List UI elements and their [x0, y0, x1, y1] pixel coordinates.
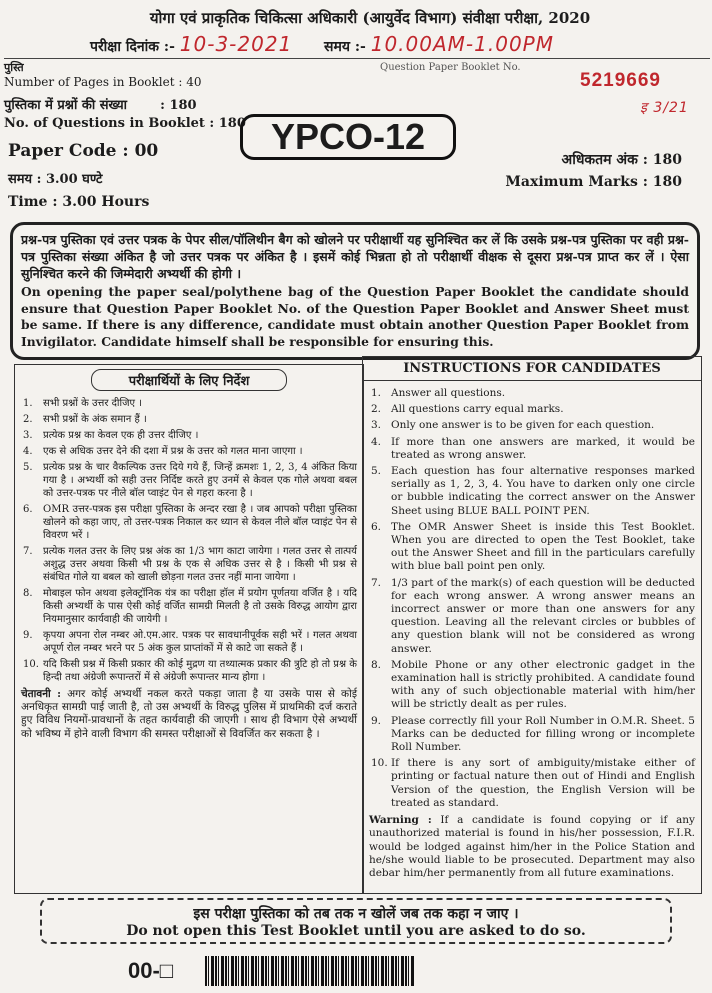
instruction-item	[369, 659, 695, 712]
max-marks-hindi: अधिकतम अंक : 180	[561, 152, 682, 168]
instruction-text: If there is any sort of ambiguity/mistake either of printing or factual nature then out of Hindi and English Version of the question, the English Version will be treated as standard.	[391, 757, 695, 809]
paper-code: Paper Code : 00	[8, 141, 159, 161]
hindi-warning	[21, 688, 357, 741]
paper-code-footer: 00-□	[128, 958, 174, 983]
date-label: परीक्षा दिनांक :-	[90, 39, 175, 55]
english-warning-text: If a candidate is found copying or if any unauthorized material is found in his/her possession, F.I.R. would be lodged against him/her in the Police Station and he/she would liable to be prosecuted. Department may also debar him/her permanently from all future examinations.	[369, 814, 695, 879]
english-warning	[369, 814, 695, 880]
instruction-number: 3.	[23, 430, 33, 441]
booklet-verification-notice	[10, 222, 700, 360]
time-value: 10.00AM-1.00PM	[370, 32, 554, 56]
instruction-text: सभी प्रश्नों के उत्तर दीजिए ।	[43, 398, 143, 409]
instruction-text: 1/3 part of the mark(s) of each question will be deducted for each wrong answer. A wrong answer means an incorrect answer or more than one answers for any question. Leaving all the relevant circles or bubbles of any question blank will not be considered as wrong answer.	[391, 576, 695, 655]
pages-cut-label: पुस्ति	[4, 61, 24, 74]
instruction-number: 6.	[371, 520, 382, 533]
instruction-text: प्रत्येक गलत उत्तर के लिए प्रश्न अंक का 1/3 भाग काटा जायेगा । गलत उत्तर से तात्पर्य अशुद्ध उत्तर अथवा किसी भी प्रश्न के एक से अधिक उत्तर से है । किसी भी प्रश्न से संबंधित गोले या बबल को खाली छोड़ना गलत उत्तर नहीं माना जायेगा ।	[43, 546, 357, 583]
hindi-warning-label: चेतावनी :	[21, 688, 62, 700]
instruction-item	[21, 658, 357, 684]
instruction-number: 6.	[23, 504, 33, 515]
instruction-item	[369, 436, 695, 462]
hindi-instructions-title: परीक्षार्थियों के लिए निर्देश	[91, 369, 287, 391]
instruction-number: 2.	[23, 414, 33, 425]
notice-hindi: प्रश्न-पत्र पुस्तिका एवं उत्तर पत्रक के पेपर सील/पॉलिथीन बैग को खोलने पर परीक्षार्थी यह सुनिश्चित कर लें कि उसके प्रश्न-पत्र पुस्तिका पर वही प्रश्न-पत्र पुस्तिका संख्या अंकित है जो उत्तर पत्रक पर अंकित है । इसमें कोई भिन्नता हो तो परीक्षार्थी वीक्षक से दूसरा प्रश्न-पत्र प्राप्त कर लें । ऐसा सुनिश्चित करने की जिम्मेदारी अभ्यर्थी की होगी ।	[21, 232, 689, 281]
instruction-item	[369, 419, 695, 432]
booklet-no-label: Question Paper Booklet No.	[380, 62, 521, 73]
instruction-number: 5.	[371, 465, 382, 478]
instruction-number: 9.	[23, 630, 33, 641]
instruction-item	[369, 577, 695, 656]
booklet-serial-number: 5219669	[580, 70, 661, 91]
instruction-text: मोबाइल फोन अथवा इलेक्ट्रॉनिक यंत्र का परीक्षा हॉल में प्रयोग पूर्णतया वर्जित है । यदि किसी अभ्यर्थी के पास ऐसी कोई वर्जित सामग्री मिलती है तो उसके विरुद्ध आयोग द्वारा नियमानुसार कार्यवाही की जायेगी ।	[43, 588, 357, 625]
questions-count-english: No. of Questions in Booklet : 180	[4, 116, 246, 131]
instruction-text: The OMR Answer Sheet is inside this Test Booklet. When you are directed to open the Test Booklet, take out the Answer Sheet and fill in the particulars carefully with blue ball point pen only.	[391, 520, 695, 573]
instruction-text: OMR उत्तर-पत्रक इस परीक्षा पुस्तिका के अन्दर रखा है । जब आपको परीक्षा पुस्तिका खोलने को कहा जाए, तो उत्तर-पत्रक निकाल कर ध्यान से केवल नीले बॉल प्वाइंट पेन से विवरण भरें ।	[43, 504, 357, 541]
instruction-number: 7.	[23, 546, 33, 557]
instruction-number: 2.	[371, 403, 382, 416]
instruction-number: 1.	[23, 398, 33, 409]
instruction-number: 10.	[371, 757, 388, 770]
footer-hindi: इस परीक्षा पुस्तिका को तब तक न खोलें जब तक कहा न जाए ।	[193, 906, 519, 922]
instruction-item	[21, 429, 357, 442]
instruction-item	[369, 757, 695, 810]
instruction-number: 4.	[23, 446, 33, 457]
time-english: Time : 3.00 Hours	[8, 194, 150, 210]
instruction-number: 8.	[23, 588, 33, 599]
instruction-item	[21, 545, 357, 584]
instruction-text: कृपया अपना रोल नम्बर ओ.एम.आर. पत्रक पर सावधानीपूर्वक सही भरें । गलत अथवा अपूर्ण रोल नम्बर भरने पर 5 अंक कुल प्राप्तांकों में से काटे जा सकते हैं ।	[43, 630, 357, 654]
instruction-number: 7.	[371, 576, 382, 589]
initials-mark: इ 3/21	[640, 100, 689, 116]
series-code-badge: YPCO-12	[240, 114, 456, 160]
instruction-text: सभी प्रश्नों के अंक समान हैं ।	[43, 414, 147, 425]
exam-title: योगा एवं प्राकृतिक चिकित्सा अधिकारी (आयुर्वेद विभाग) संवीक्षा परीक्षा, 2020	[149, 9, 591, 27]
hindi-warning-text: अगर कोई अभ्यर्थी नकल करते पकड़ा जाता है या उसके पास से कोई अनधिकृत सामग्री पाई जाती है, तो उस अभ्यर्थी के विरुद्ध पुलिस में प्राथमिकी दर्ज कराते हुए विविध नियमों-प्रावधानों के तहत कार्यवाही की जाएगी । साथ ही विभाग ऐसे अभ्यर्थी को भविष्य में होने वाली विभाग की समस्त परीक्षाओं से विवर्जित कर सकता है ।	[21, 688, 357, 740]
instruction-item	[21, 413, 357, 426]
english-warning-label: Warning :	[369, 814, 432, 827]
instruction-number: 10.	[23, 659, 39, 670]
hindi-instructions-list	[21, 397, 357, 684]
english-instructions-title: INSTRUCTIONS FOR CANDIDATES	[363, 357, 701, 381]
instruction-item	[21, 397, 357, 410]
max-marks-english: Maximum Marks : 180	[505, 174, 682, 190]
time-label: समय :-	[324, 39, 366, 55]
instruction-text: Each question has four alternative responses marked serially as 1, 2, 3, 4. You have to darken only one circle or bubble indicating the correct answer on the Answer Sheet using BLUE BALL POINT PEN.	[391, 465, 695, 517]
pages-label: Number of Pages in Booklet : 40	[4, 75, 202, 89]
instruction-item	[369, 465, 695, 518]
instruction-text: All questions carry equal marks.	[391, 403, 564, 416]
instruction-text: Only one answer is to be given for each question.	[391, 419, 655, 432]
instruction-text: प्रत्येक प्रश्न का केवल एक ही उत्तर दीजिए ।	[43, 430, 199, 441]
instruction-item	[21, 587, 357, 626]
notice-english: On opening the paper seal/polythene bag of the Question Paper Booklet the candidate should ensure that Question Paper Booklet No. of the Question Paper Booklet and Answer Sheet must be same. If there is any difference, candidate must obtain another Question Paper Booklet from Invigilator. Candidate himself shall be responsible for ensuring this.	[21, 284, 689, 349]
instruction-item	[21, 629, 357, 655]
instruction-item	[21, 503, 357, 542]
instruction-text: प्रत्येक प्रश्न के चार वैकल्पिक उत्तर दिये गये हैं, जिन्हें क्रमशः 1, 2, 3, 4 अंकित किया गया है । अभ्यर्थी को सही उत्तर निर्दिष्ट करते हुए उनमें से केवल एक गोले अथवा बबल को उत्तर-पत्रक पर नीले बॉल प्वाइंट पेन से गहरा करना है ।	[43, 462, 357, 499]
instruction-text: एक से अधिक उत्तर देने की दशा में प्रश्न के उत्तर को गलत माना जाएगा ।	[43, 446, 303, 457]
instruction-item	[21, 461, 357, 500]
instruction-item	[369, 403, 695, 416]
instruction-item	[21, 445, 357, 458]
barcode	[205, 956, 415, 986]
questions-count-hindi: पुस्तिका में प्रश्नों की संख्या : 180	[4, 98, 197, 113]
do-not-open-banner	[40, 898, 672, 944]
instruction-number: 1.	[371, 387, 382, 399]
exam-date-time-row	[90, 32, 690, 56]
instruction-item	[369, 521, 695, 574]
instruction-text: Please correctly fill your Roll Number in O.M.R. Sheet. 5 Marks can be deducted for filling wrong or incomplete Roll Number.	[391, 714, 695, 754]
english-instructions-panel	[362, 356, 702, 894]
instruction-text: यदि किसी प्रश्न में किसी प्रकार की कोई मुद्रण या तथ्यात्मक प्रकार की त्रुटि हो तो प्रश्न के हिन्दी तथा अंग्रेजी रूपान्तरों में से अंग्रेजी रूपान्तर मान्य होगा ।	[43, 659, 357, 683]
hindi-instructions-panel	[14, 364, 364, 894]
time-hindi: समय : 3.00 घण्टे	[8, 172, 103, 187]
instruction-number: 5.	[23, 462, 33, 473]
english-instructions-list	[369, 387, 695, 810]
date-value: 10-3-2021	[179, 32, 293, 56]
instruction-number: 9.	[371, 714, 382, 727]
instruction-number: 4.	[371, 435, 382, 448]
instruction-text: Mobile Phone or any other electronic gadget in the examination hall is strictly prohibited. A candidate found with any of such objectionable material with him/her will be strictly dealt as per rules.	[391, 658, 695, 711]
instruction-text: Answer all questions.	[391, 387, 506, 399]
instruction-number: 8.	[371, 658, 382, 671]
instruction-number: 3.	[371, 419, 382, 432]
footer-english: Do not open this Test Booklet until you are asked to do so.	[126, 923, 586, 939]
instruction-item	[369, 715, 695, 755]
instruction-item	[369, 387, 695, 400]
instruction-text: If more than one answers are marked, it would be treated as wrong answer.	[391, 435, 695, 461]
header-divider	[4, 58, 710, 59]
